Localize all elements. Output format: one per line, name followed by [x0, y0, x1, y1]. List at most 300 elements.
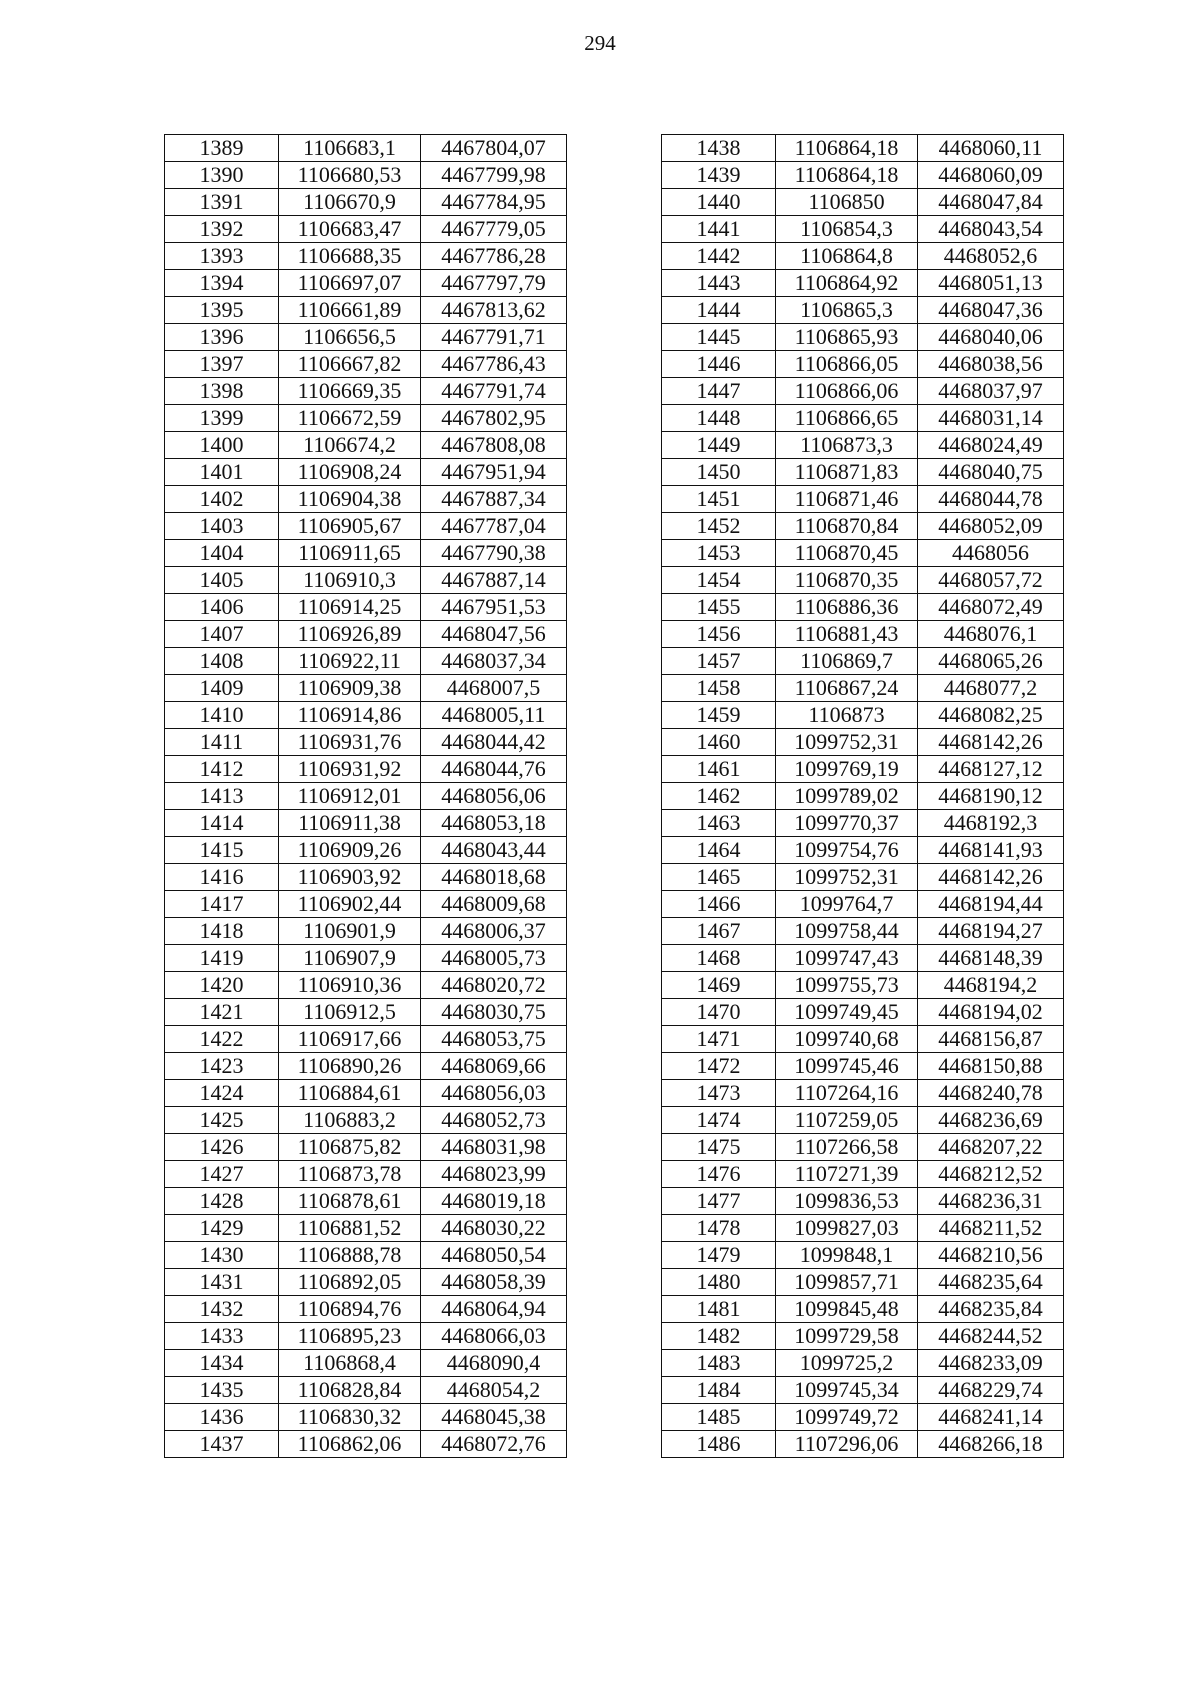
x-coordinate-cell: 1106866,65	[776, 405, 918, 432]
y-coordinate-cell: 4468194,44	[918, 891, 1064, 918]
point-number-cell: 1417	[165, 891, 279, 918]
table-row	[165, 1431, 567, 1458]
y-coordinate-cell: 4467797,79	[421, 270, 567, 297]
point-number-cell: 1479	[662, 1242, 776, 1269]
point-number-cell: 1476	[662, 1161, 776, 1188]
point-number-cell: 1470	[662, 999, 776, 1026]
x-coordinate-cell: 1106895,23	[279, 1323, 421, 1350]
x-coordinate-cell: 1106905,67	[279, 513, 421, 540]
y-coordinate-cell: 4468194,02	[918, 999, 1064, 1026]
x-coordinate-cell: 1106878,61	[279, 1188, 421, 1215]
table-row	[165, 270, 567, 297]
x-coordinate-cell: 1106903,92	[279, 864, 421, 891]
x-coordinate-cell: 1106881,52	[279, 1215, 421, 1242]
y-coordinate-cell: 4468043,54	[918, 216, 1064, 243]
y-coordinate-cell: 4468053,75	[421, 1026, 567, 1053]
table-row	[662, 918, 1064, 945]
point-number-cell: 1436	[165, 1404, 279, 1431]
table-row	[165, 729, 567, 756]
table-row	[165, 135, 567, 162]
x-coordinate-cell: 1099770,37	[776, 810, 918, 837]
x-coordinate-cell: 1099747,43	[776, 945, 918, 972]
y-coordinate-cell: 4468005,73	[421, 945, 567, 972]
y-coordinate-cell: 4467802,95	[421, 405, 567, 432]
table-row	[165, 486, 567, 513]
table-row	[165, 702, 567, 729]
y-coordinate-cell: 4468047,36	[918, 297, 1064, 324]
table-row	[165, 1107, 567, 1134]
point-number-cell: 1457	[662, 648, 776, 675]
point-number-cell: 1482	[662, 1323, 776, 1350]
table-row	[662, 1269, 1064, 1296]
y-coordinate-cell: 4468127,12	[918, 756, 1064, 783]
y-coordinate-cell: 4468065,26	[918, 648, 1064, 675]
y-coordinate-cell: 4468235,84	[918, 1296, 1064, 1323]
table-row	[662, 1431, 1064, 1458]
point-number-cell: 1422	[165, 1026, 279, 1053]
table-row	[662, 729, 1064, 756]
point-number-cell: 1483	[662, 1350, 776, 1377]
x-coordinate-cell: 1106902,44	[279, 891, 421, 918]
table-row	[165, 1404, 567, 1431]
table-row	[662, 189, 1064, 216]
y-coordinate-cell: 4468009,68	[421, 891, 567, 918]
table-row	[662, 999, 1064, 1026]
y-coordinate-cell: 4468020,72	[421, 972, 567, 999]
table-row	[165, 162, 567, 189]
y-coordinate-cell: 4468236,69	[918, 1107, 1064, 1134]
point-number-cell: 1461	[662, 756, 776, 783]
table-row	[165, 1377, 567, 1404]
point-number-cell: 1406	[165, 594, 279, 621]
point-number-cell: 1391	[165, 189, 279, 216]
y-coordinate-cell: 4468050,54	[421, 1242, 567, 1269]
y-coordinate-cell: 4467808,08	[421, 432, 567, 459]
x-coordinate-cell: 1106909,26	[279, 837, 421, 864]
y-coordinate-cell: 4468156,87	[918, 1026, 1064, 1053]
y-coordinate-cell: 4467786,43	[421, 351, 567, 378]
point-number-cell: 1465	[662, 864, 776, 891]
table-row	[662, 1026, 1064, 1053]
table-row	[165, 999, 567, 1026]
point-number-cell: 1392	[165, 216, 279, 243]
x-coordinate-cell: 1106894,76	[279, 1296, 421, 1323]
table-row	[662, 513, 1064, 540]
table-row	[662, 1080, 1064, 1107]
point-number-cell: 1468	[662, 945, 776, 972]
y-coordinate-cell: 4468037,97	[918, 378, 1064, 405]
y-coordinate-cell: 4468031,98	[421, 1134, 567, 1161]
point-number-cell: 1400	[165, 432, 279, 459]
y-coordinate-cell: 4468056,03	[421, 1080, 567, 1107]
x-coordinate-cell: 1106911,65	[279, 540, 421, 567]
x-coordinate-cell: 1099845,48	[776, 1296, 918, 1323]
y-coordinate-cell: 4468060,11	[918, 135, 1064, 162]
table-row	[662, 297, 1064, 324]
table-row	[165, 594, 567, 621]
table-row	[165, 567, 567, 594]
x-coordinate-cell: 1106680,53	[279, 162, 421, 189]
table-row	[165, 918, 567, 945]
table-row	[165, 432, 567, 459]
table-row	[165, 891, 567, 918]
y-coordinate-cell: 4468240,78	[918, 1080, 1064, 1107]
x-coordinate-cell: 1106914,86	[279, 702, 421, 729]
table-row	[165, 351, 567, 378]
table-row	[165, 1053, 567, 1080]
x-coordinate-cell: 1106868,4	[279, 1350, 421, 1377]
x-coordinate-cell: 1106914,25	[279, 594, 421, 621]
point-number-cell: 1401	[165, 459, 279, 486]
x-coordinate-cell: 1107264,16	[776, 1080, 918, 1107]
y-coordinate-cell: 4468040,75	[918, 459, 1064, 486]
x-coordinate-cell: 1106865,3	[776, 297, 918, 324]
point-number-cell: 1443	[662, 270, 776, 297]
point-number-cell: 1389	[165, 135, 279, 162]
table-row	[662, 1296, 1064, 1323]
x-coordinate-cell: 1106866,06	[776, 378, 918, 405]
y-coordinate-cell: 4468142,26	[918, 864, 1064, 891]
x-coordinate-cell: 1106871,83	[776, 459, 918, 486]
y-coordinate-cell: 4468031,14	[918, 405, 1064, 432]
x-coordinate-cell: 1106870,35	[776, 567, 918, 594]
y-coordinate-cell: 4468211,52	[918, 1215, 1064, 1242]
y-coordinate-cell: 4468053,18	[421, 810, 567, 837]
point-number-cell: 1416	[165, 864, 279, 891]
table-row	[165, 621, 567, 648]
point-number-cell: 1452	[662, 513, 776, 540]
x-coordinate-cell: 1106867,24	[776, 675, 918, 702]
y-coordinate-cell: 4468047,56	[421, 621, 567, 648]
point-number-cell: 1431	[165, 1269, 279, 1296]
y-coordinate-cell: 4468233,09	[918, 1350, 1064, 1377]
y-coordinate-cell: 4467887,34	[421, 486, 567, 513]
point-number-cell: 1395	[165, 297, 279, 324]
x-coordinate-cell: 1106869,7	[776, 648, 918, 675]
y-coordinate-cell: 4468064,94	[421, 1296, 567, 1323]
table-row	[662, 324, 1064, 351]
y-coordinate-cell: 4468044,76	[421, 756, 567, 783]
table-row	[662, 1242, 1064, 1269]
x-coordinate-cell: 1106881,43	[776, 621, 918, 648]
y-coordinate-cell: 4468047,84	[918, 189, 1064, 216]
point-number-cell: 1453	[662, 540, 776, 567]
point-number-cell: 1485	[662, 1404, 776, 1431]
table-row	[165, 1323, 567, 1350]
point-number-cell: 1398	[165, 378, 279, 405]
point-number-cell: 1420	[165, 972, 279, 999]
x-coordinate-cell: 1106912,01	[279, 783, 421, 810]
y-coordinate-cell: 4468229,74	[918, 1377, 1064, 1404]
point-number-cell: 1460	[662, 729, 776, 756]
y-coordinate-cell: 4468018,68	[421, 864, 567, 891]
x-coordinate-cell: 1106890,26	[279, 1053, 421, 1080]
x-coordinate-cell: 1106873,3	[776, 432, 918, 459]
y-coordinate-cell: 4467791,74	[421, 378, 567, 405]
x-coordinate-cell: 1106870,45	[776, 540, 918, 567]
y-coordinate-cell: 4468192,3	[918, 810, 1064, 837]
x-coordinate-cell: 1106688,35	[279, 243, 421, 270]
table-row	[165, 378, 567, 405]
y-coordinate-cell: 4467790,38	[421, 540, 567, 567]
y-coordinate-cell: 4468056,06	[421, 783, 567, 810]
x-coordinate-cell: 1099754,76	[776, 837, 918, 864]
x-coordinate-cell: 1106911,38	[279, 810, 421, 837]
x-coordinate-cell: 1106865,93	[776, 324, 918, 351]
y-coordinate-cell: 4468142,26	[918, 729, 1064, 756]
point-number-cell: 1410	[165, 702, 279, 729]
y-coordinate-cell: 4468024,49	[918, 432, 1064, 459]
x-coordinate-cell: 1106871,46	[776, 486, 918, 513]
x-coordinate-cell: 1106850	[776, 189, 918, 216]
y-coordinate-cell: 4468023,99	[421, 1161, 567, 1188]
table-row	[662, 378, 1064, 405]
coordinates-table-left-body	[165, 135, 567, 1458]
y-coordinate-cell: 4468150,88	[918, 1053, 1064, 1080]
point-number-cell: 1415	[165, 837, 279, 864]
x-coordinate-cell: 1106697,07	[279, 270, 421, 297]
point-number-cell: 1428	[165, 1188, 279, 1215]
y-coordinate-cell: 4468235,64	[918, 1269, 1064, 1296]
table-row	[165, 648, 567, 675]
y-coordinate-cell: 4468006,37	[421, 918, 567, 945]
point-number-cell: 1455	[662, 594, 776, 621]
table-row	[662, 1323, 1064, 1350]
y-coordinate-cell: 4467887,14	[421, 567, 567, 594]
point-number-cell: 1478	[662, 1215, 776, 1242]
point-number-cell: 1451	[662, 486, 776, 513]
x-coordinate-cell: 1106669,35	[279, 378, 421, 405]
x-coordinate-cell: 1106931,92	[279, 756, 421, 783]
point-number-cell: 1439	[662, 162, 776, 189]
y-coordinate-cell: 4468054,2	[421, 1377, 567, 1404]
table-row	[662, 1377, 1064, 1404]
point-number-cell: 1418	[165, 918, 279, 945]
y-coordinate-cell: 4467779,05	[421, 216, 567, 243]
y-coordinate-cell: 4467813,62	[421, 297, 567, 324]
table-row	[662, 783, 1064, 810]
point-number-cell: 1423	[165, 1053, 279, 1080]
x-coordinate-cell: 1106864,18	[776, 135, 918, 162]
table-row	[662, 864, 1064, 891]
x-coordinate-cell: 1099749,72	[776, 1404, 918, 1431]
table-row	[662, 216, 1064, 243]
point-number-cell: 1475	[662, 1134, 776, 1161]
point-number-cell: 1404	[165, 540, 279, 567]
point-number-cell: 1399	[165, 405, 279, 432]
x-coordinate-cell: 1106864,8	[776, 243, 918, 270]
point-number-cell: 1408	[165, 648, 279, 675]
point-number-cell: 1409	[165, 675, 279, 702]
point-number-cell: 1486	[662, 1431, 776, 1458]
table-row	[662, 837, 1064, 864]
table-row	[662, 486, 1064, 513]
point-number-cell: 1412	[165, 756, 279, 783]
table-row	[165, 1242, 567, 1269]
point-number-cell: 1467	[662, 918, 776, 945]
point-number-cell: 1429	[165, 1215, 279, 1242]
table-row	[662, 945, 1064, 972]
point-number-cell: 1471	[662, 1026, 776, 1053]
page-number: 294	[584, 31, 616, 55]
table-row	[165, 1080, 567, 1107]
table-row	[662, 1404, 1064, 1431]
table-row	[165, 513, 567, 540]
coordinates-table-right-body	[662, 135, 1064, 1458]
point-number-cell: 1425	[165, 1107, 279, 1134]
x-coordinate-cell: 1106672,59	[279, 405, 421, 432]
y-coordinate-cell: 4468069,66	[421, 1053, 567, 1080]
y-coordinate-cell: 4468210,56	[918, 1242, 1064, 1269]
table-row	[165, 1161, 567, 1188]
y-coordinate-cell: 4468194,2	[918, 972, 1064, 999]
x-coordinate-cell: 1106912,5	[279, 999, 421, 1026]
table-row	[662, 810, 1064, 837]
table-row	[662, 243, 1064, 270]
coordinates-table-left	[164, 134, 567, 1458]
point-number-cell: 1449	[662, 432, 776, 459]
point-number-cell: 1442	[662, 243, 776, 270]
y-coordinate-cell: 4468082,25	[918, 702, 1064, 729]
x-coordinate-cell: 1106862,06	[279, 1431, 421, 1458]
x-coordinate-cell: 1099789,02	[776, 783, 918, 810]
point-number-cell: 1424	[165, 1080, 279, 1107]
point-number-cell: 1456	[662, 621, 776, 648]
point-number-cell: 1426	[165, 1134, 279, 1161]
table-row	[662, 1053, 1064, 1080]
table-row	[662, 405, 1064, 432]
x-coordinate-cell: 1099749,45	[776, 999, 918, 1026]
point-number-cell: 1390	[165, 162, 279, 189]
coordinates-table-right	[661, 134, 1064, 1458]
y-coordinate-cell: 4467786,28	[421, 243, 567, 270]
point-number-cell: 1454	[662, 567, 776, 594]
point-number-cell: 1396	[165, 324, 279, 351]
point-number-cell: 1450	[662, 459, 776, 486]
x-coordinate-cell: 1099729,58	[776, 1323, 918, 1350]
table-row	[165, 1188, 567, 1215]
table-row	[165, 243, 567, 270]
x-coordinate-cell: 1106667,82	[279, 351, 421, 378]
table-row	[165, 864, 567, 891]
x-coordinate-cell: 1106910,3	[279, 567, 421, 594]
point-number-cell: 1484	[662, 1377, 776, 1404]
y-coordinate-cell: 4468057,72	[918, 567, 1064, 594]
y-coordinate-cell: 4468058,39	[421, 1269, 567, 1296]
point-number-cell: 1427	[165, 1161, 279, 1188]
table-row	[662, 1161, 1064, 1188]
table-row	[165, 405, 567, 432]
x-coordinate-cell: 1106870,84	[776, 513, 918, 540]
x-coordinate-cell: 1106873	[776, 702, 918, 729]
y-coordinate-cell: 4467787,04	[421, 513, 567, 540]
y-coordinate-cell: 4468072,49	[918, 594, 1064, 621]
y-coordinate-cell: 4468005,11	[421, 702, 567, 729]
x-coordinate-cell: 1106864,18	[776, 162, 918, 189]
table-row	[662, 567, 1064, 594]
y-coordinate-cell: 4468141,93	[918, 837, 1064, 864]
table-row	[165, 675, 567, 702]
point-number-cell: 1433	[165, 1323, 279, 1350]
y-coordinate-cell: 4468194,27	[918, 918, 1064, 945]
y-coordinate-cell: 4468077,2	[918, 675, 1064, 702]
table-row	[662, 594, 1064, 621]
point-number-cell: 1411	[165, 729, 279, 756]
table-row	[165, 189, 567, 216]
table-row	[165, 945, 567, 972]
x-coordinate-cell: 1099827,03	[776, 1215, 918, 1242]
y-coordinate-cell: 4468043,44	[421, 837, 567, 864]
x-coordinate-cell: 1106904,38	[279, 486, 421, 513]
point-number-cell: 1458	[662, 675, 776, 702]
table-row	[165, 1215, 567, 1242]
table-row	[662, 648, 1064, 675]
y-coordinate-cell: 4467951,53	[421, 594, 567, 621]
point-number-cell: 1397	[165, 351, 279, 378]
x-coordinate-cell: 1107271,39	[776, 1161, 918, 1188]
point-number-cell: 1434	[165, 1350, 279, 1377]
x-coordinate-cell: 1106830,32	[279, 1404, 421, 1431]
x-coordinate-cell: 1106670,9	[279, 189, 421, 216]
point-number-cell: 1480	[662, 1269, 776, 1296]
table-row	[165, 1026, 567, 1053]
y-coordinate-cell: 4468030,22	[421, 1215, 567, 1242]
x-coordinate-cell: 1107296,06	[776, 1431, 918, 1458]
y-coordinate-cell: 4468007,5	[421, 675, 567, 702]
table-row	[662, 1215, 1064, 1242]
point-number-cell: 1463	[662, 810, 776, 837]
point-number-cell: 1459	[662, 702, 776, 729]
point-number-cell: 1440	[662, 189, 776, 216]
x-coordinate-cell: 1107259,05	[776, 1107, 918, 1134]
x-coordinate-cell: 1106886,36	[776, 594, 918, 621]
table-row	[662, 702, 1064, 729]
y-coordinate-cell: 4468060,09	[918, 162, 1064, 189]
point-number-cell: 1474	[662, 1107, 776, 1134]
y-coordinate-cell: 4468040,06	[918, 324, 1064, 351]
x-coordinate-cell: 1099752,31	[776, 729, 918, 756]
table-row	[662, 1107, 1064, 1134]
y-coordinate-cell: 4468019,18	[421, 1188, 567, 1215]
x-coordinate-cell: 1106909,38	[279, 675, 421, 702]
point-number-cell: 1402	[165, 486, 279, 513]
table-row	[662, 756, 1064, 783]
y-coordinate-cell: 4468045,38	[421, 1404, 567, 1431]
x-coordinate-cell: 1099857,71	[776, 1269, 918, 1296]
y-coordinate-cell: 4467799,98	[421, 162, 567, 189]
x-coordinate-cell: 1099755,73	[776, 972, 918, 999]
x-coordinate-cell: 1099745,34	[776, 1377, 918, 1404]
y-coordinate-cell: 4468266,18	[918, 1431, 1064, 1458]
table-row	[165, 216, 567, 243]
table-row	[662, 972, 1064, 999]
point-number-cell: 1432	[165, 1296, 279, 1323]
x-coordinate-cell: 1099752,31	[776, 864, 918, 891]
x-coordinate-cell: 1106656,5	[279, 324, 421, 351]
y-coordinate-cell: 4468072,76	[421, 1431, 567, 1458]
x-coordinate-cell: 1106907,9	[279, 945, 421, 972]
table-row	[662, 270, 1064, 297]
x-coordinate-cell: 1099745,46	[776, 1053, 918, 1080]
point-number-cell: 1407	[165, 621, 279, 648]
point-number-cell: 1393	[165, 243, 279, 270]
point-number-cell: 1473	[662, 1080, 776, 1107]
table-row	[662, 540, 1064, 567]
point-number-cell: 1444	[662, 297, 776, 324]
point-number-cell: 1441	[662, 216, 776, 243]
table-row	[662, 459, 1064, 486]
x-coordinate-cell: 1099725,2	[776, 1350, 918, 1377]
